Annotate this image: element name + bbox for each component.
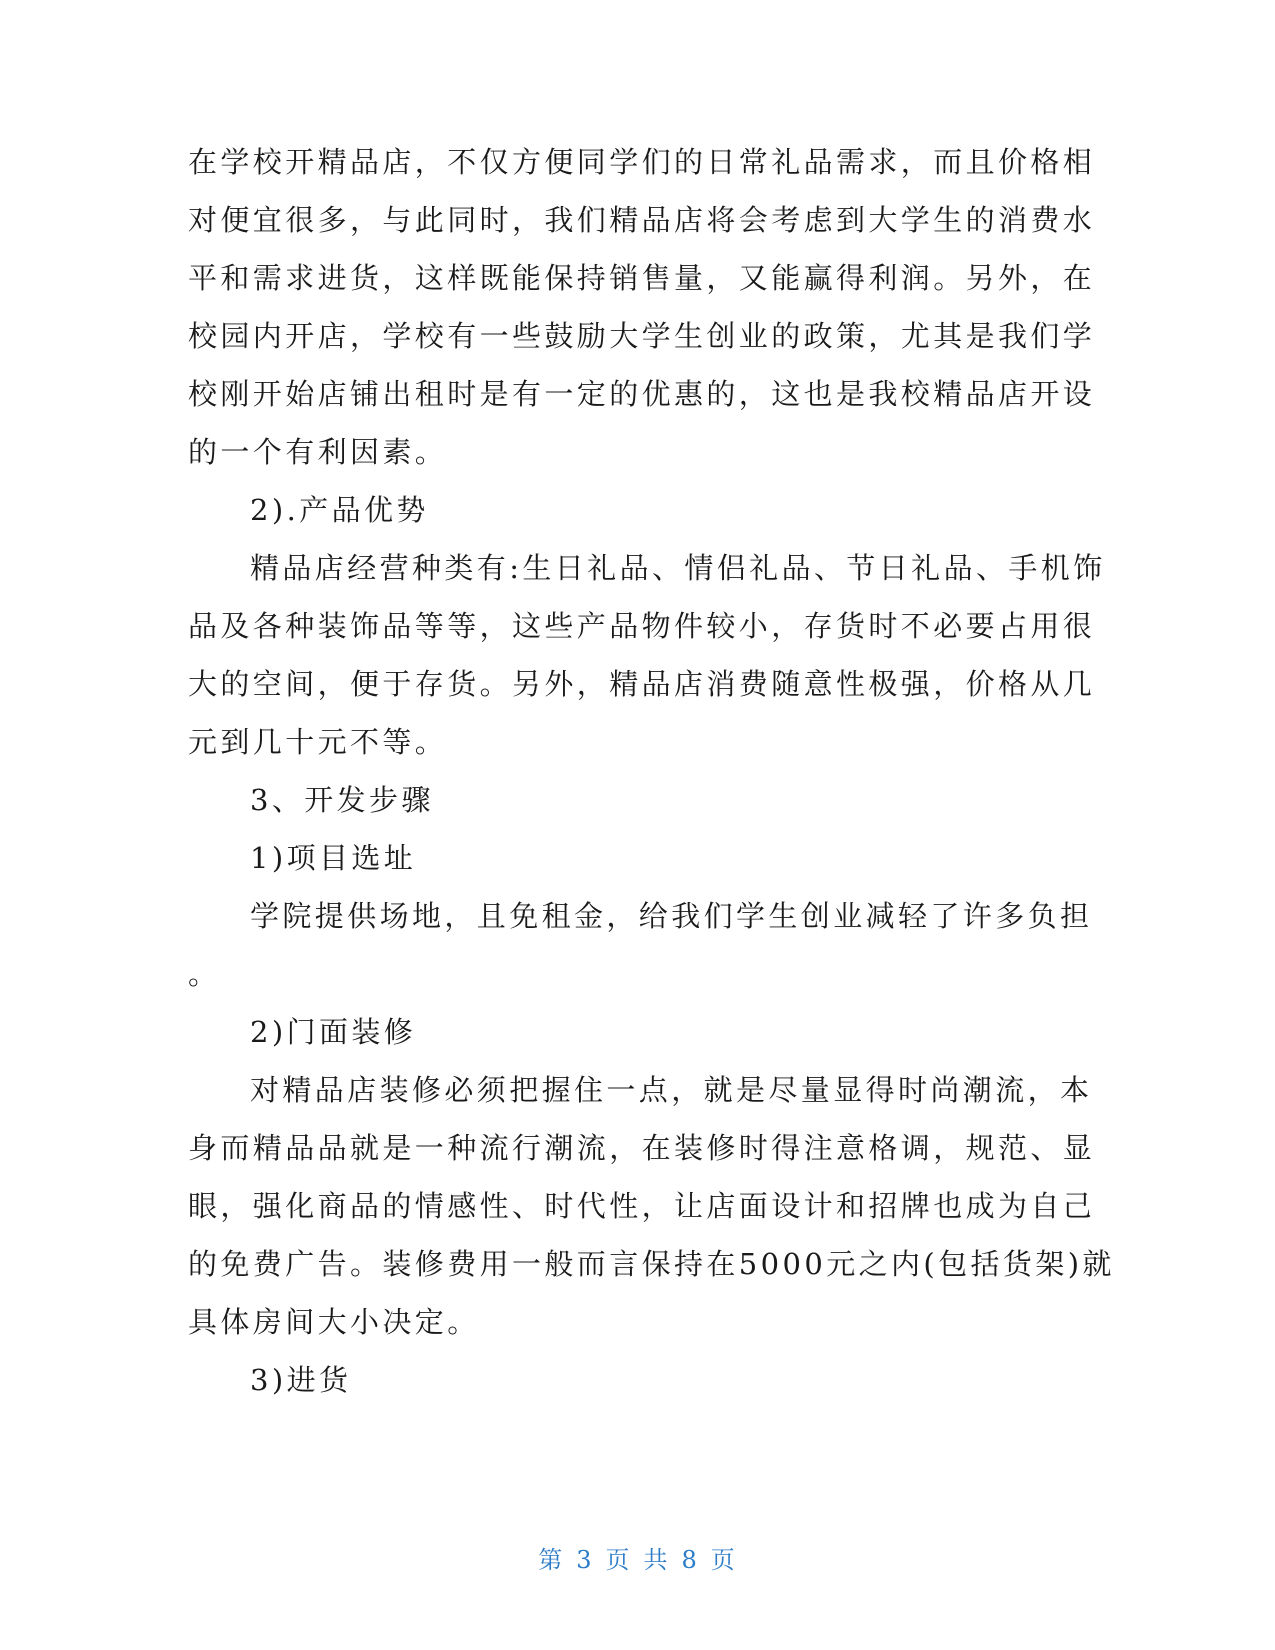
paragraph-line: 学院提供场地，且免租金，给我们学生创业减轻了许多负担 <box>250 899 1093 933</box>
footer-page-label: 页 <box>605 1546 632 1574</box>
paragraph-line: 的一个有利因素。 <box>188 435 448 469</box>
paragraph-line: 具体房间大小决定。 <box>188 1305 480 1339</box>
paragraph-line: 眼，强化商品的情感性、时代性，让店面设计和招牌也成为自己 <box>188 1189 1096 1223</box>
paragraph-line: 精品店经营种类有:生日礼品、情侣礼品、节日礼品、手机饰 <box>250 551 1106 585</box>
paragraph-line: 对便宜很多，与此同时，我们精品店将会考虑到大学生的消费水 <box>188 203 1096 237</box>
paragraph-line: 在学校开精品店，不仅方便同学们的日常礼品需求，而且价格相 <box>188 145 1096 179</box>
paragraph-line: 品及各种装饰品等等，这些产品物件较小，存货时不必要占用很 <box>188 609 1096 643</box>
paragraph-line: 。 <box>188 957 221 991</box>
paragraph-line: 的免费广告。装修费用一般而言保持在5000元之内(包括货架)就 <box>188 1247 1115 1281</box>
section-heading: 3、开发步骤 <box>250 783 434 817</box>
section-heading: 2).产品优势 <box>250 493 429 527</box>
paragraph-line: 校刚开始店铺出租时是有一定的优惠的，这也是我校精品店开设 <box>188 377 1096 411</box>
paragraph-line: 元到几十元不等。 <box>188 725 448 759</box>
footer-current-page: 3 <box>576 1546 594 1574</box>
paragraph-line: 平和需求进货，这样既能保持销售量，又能赢得利润。另外，在 <box>188 261 1096 295</box>
paragraph-line: 身而精品品就是一种流行潮流，在装修时得注意格调，规范、显 <box>188 1131 1096 1165</box>
page-footer <box>0 1540 1275 1575</box>
footer-suffix: 页 <box>710 1546 737 1574</box>
paragraph-line: 对精品店装修必须把握住一点，就是尽量显得时尚潮流，本 <box>250 1073 1093 1107</box>
paragraph-line: 大的空间，便于存货。另外，精品店消费随意性极强，价格从几 <box>188 667 1096 701</box>
footer-total-label: 共 <box>643 1546 670 1574</box>
footer-prefix: 第 <box>538 1546 565 1574</box>
subsection-heading: 2)门面装修 <box>250 1015 417 1049</box>
footer-total-pages: 8 <box>681 1546 699 1574</box>
subsection-heading: 3)进货 <box>250 1363 352 1397</box>
subsection-heading: 1)项目选址 <box>250 841 417 875</box>
paragraph-line: 校园内开店，学校有一些鼓励大学生创业的政策，尤其是我们学 <box>188 319 1096 353</box>
